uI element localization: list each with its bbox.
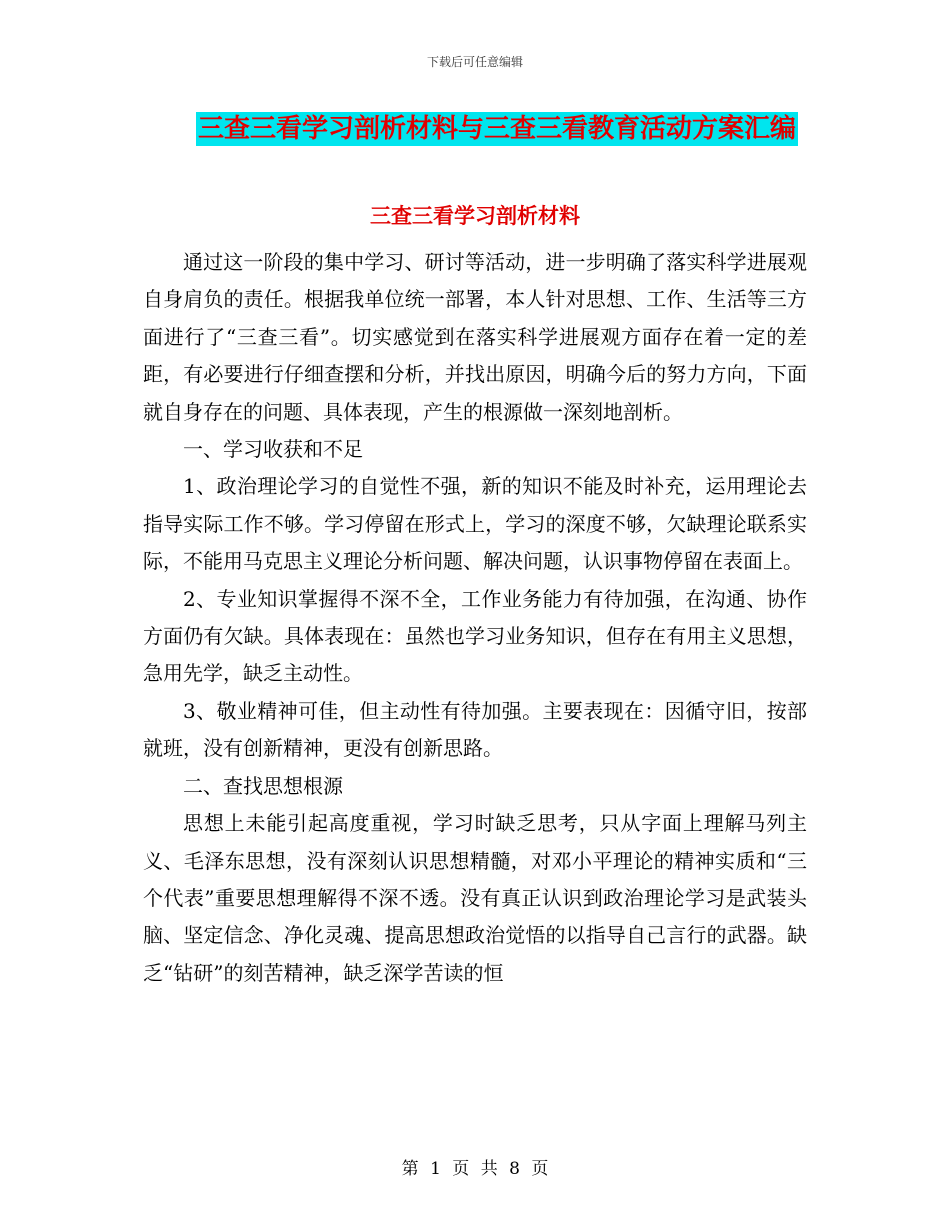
paragraph-point-3: 3、敬业精神可佳，但主动性有待加强。主要表现在：因循守旧，按部就班，没有创新精神，更没有创新思路。 <box>143 698 807 761</box>
current-page-number: 1 <box>430 1159 441 1179</box>
document-main-title: 三查三看学习剖析材料与三查三看教育活动方案汇编 <box>198 114 797 144</box>
paragraph-point-1: 1、政治理论学习的自觉性不强，新的知识不能及时补充，运用理论去指导实际工作不够。学习停留在形式上，学习的深度不够，欠缺理论联系实际，不能用马克思主义理论分析问题、解决问题，认识事物停留在表面上。 <box>143 474 807 574</box>
paragraph-point-2: 2、专业知识掌握得不深不全，工作业务能力有待加强，在沟通、协作方面仍有欠缺。具体表现在：虽然也学习业务知识，但存在有用主义思想，急用先学，缺乏主动性。 <box>143 586 807 686</box>
page-footer <box>0 1154 950 1179</box>
paragraph-roots: 思想上未能引起高度重视，学习时缺乏思考，只从字面上理解马列主义、毛泽东思想，没有深刻认识思想精髓，对邓小平理论的精神实质和“三个代表”重要思想理解得不深不透。没有真正认识到政治理论学习是武装头脑、坚定信念、净化灵魂、提高思想政治觉悟的以指导自己言行的武器。缺乏“钻研”的刻苦精神，缺乏深学苦读的恒 <box>143 811 807 985</box>
paragraph-intro: 通过这一阶段的集中学习、研讨等活动，进一步明确了落实科学进展观自身肩负的责任。根据我单位统一部署，本人针对思想、工作、生活等三方面进行了“三查三看”。切实感觉到在落实科学进展观方面存在着一定的差距，有必要进行仔细查摆和分析，并找出原因，明确今后的努力方向，下面就自身存在的问题、具体表现，产生的根源做一深刻地剖析。 <box>143 250 807 424</box>
heading-roots: 二、查找思想根源 <box>183 773 343 798</box>
header-note: 下载后可任意编辑 <box>426 55 523 69</box>
footer-prefix: 第 <box>401 1159 419 1179</box>
footer-page-label: 页 <box>452 1159 470 1179</box>
footer-suffix: 页 <box>531 1159 549 1179</box>
footer-total-label: 共 <box>480 1159 498 1179</box>
total-pages-number: 8 <box>509 1159 520 1179</box>
heading-learning: 一、学习收获和不足 <box>183 437 363 462</box>
document-body <box>143 244 807 992</box>
section-title: 三查三看学习剖析材料 <box>370 203 580 228</box>
